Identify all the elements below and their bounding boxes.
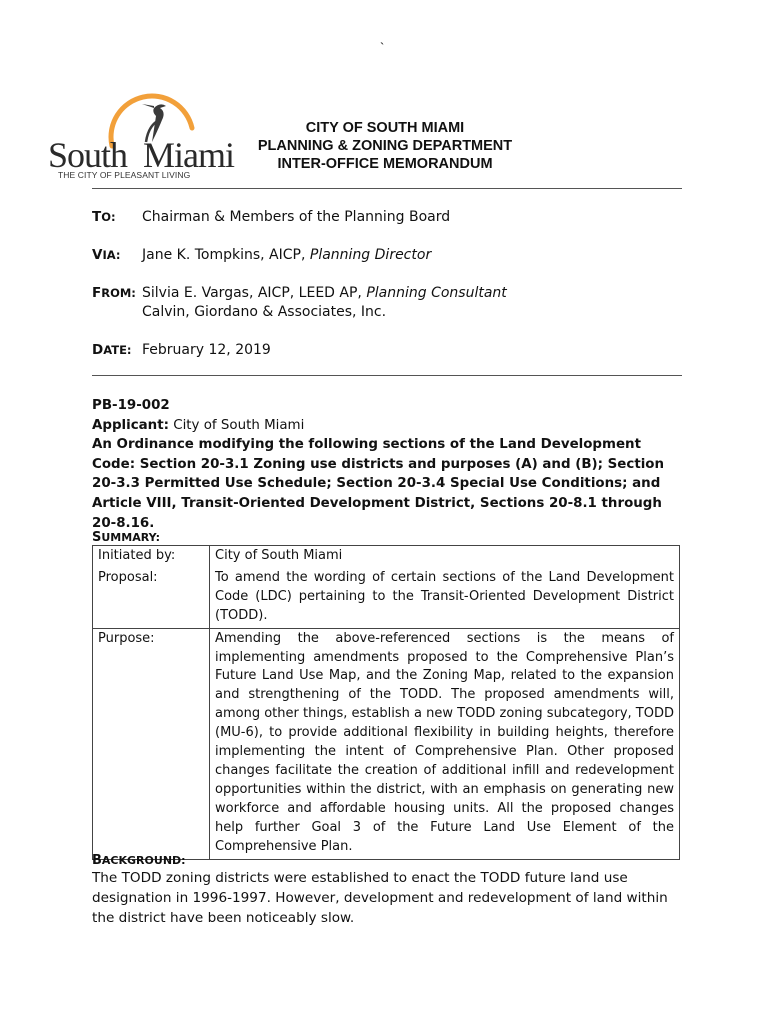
header-divider — [92, 188, 682, 189]
item-number: PB-19-002 — [92, 398, 170, 413]
from-value: Silvia E. Vargas, AICP, LEED AP, Planning Consultant — [142, 285, 507, 301]
summary-value: City of South Miami — [210, 546, 680, 568]
via-value: Jane K. Tompkins, AICP, Planning Director — [142, 247, 432, 263]
stray-mark: ` — [380, 40, 385, 55]
memo-header — [230, 119, 540, 173]
table-row — [93, 628, 680, 859]
background-label: BACKGROUND: — [92, 853, 186, 868]
header-line-3: INTER-OFFICE MEMORANDUM — [277, 156, 493, 172]
via-label: VIA: — [92, 247, 121, 263]
logo-word-south: South — [48, 135, 128, 175]
date-label: DATE: — [92, 342, 132, 358]
applicant-line: Applicant: City of South Miami — [92, 417, 305, 433]
item-title: An Ordinance modifying the following sections of the Land Development Code: Section 20-3.1 Zoning use districts and purposes (A) and (B); Section 20-3.3 Permitted Use Schedule; Section 20-3.4 Special Use Conditions; and Article VIII, Transit-Oriented Development District, Sections 20-8.1 through 20-8.16. — [92, 437, 665, 531]
from-label: FROM: — [92, 285, 136, 301]
summary-label: SUMMARY: — [92, 530, 160, 545]
header-line-1: CITY OF SOUTH MIAMI — [305, 120, 465, 136]
summary-value: To amend the wording of certain sections of the Land Development Code (LDC) pertaining to the Transit-Oriented Development District (TODD). — [210, 568, 680, 628]
summary-value: Amending the above-referenced sections is the means of implementing amendments proposed to the Comprehensive Plan’s Future Land Use Map, and the Zoning Map, related to the expansion and strengthening of the TODD. The proposed amendments will, among other things, establish a new TODD zoning subcategory, TODD (MU-6), to provide additional flexibility in building heights, therefore implementing the intent of Comprehensive Plan. Other proposed changes facilitate the creation of additional infill and redevelopment opportunities within the district, with an emphasis on generating new workforce and affordable housing units. All the proposed changes help further Goal 3 of the Future Land Use Element of the Comprehensive Plan. — [210, 628, 680, 859]
background-text: The TODD zoning districts were established to enact the TODD future land use designation in 1996-1997. However, development and redevelopment of land within the district have been noticeably slow. — [92, 870, 668, 926]
summary-key: Purpose: — [93, 628, 210, 859]
header-line-2: PLANNING & ZONING DEPARTMENT — [257, 138, 513, 154]
city-logo — [48, 88, 235, 180]
summary-key: Initiated by: — [93, 546, 210, 568]
logo-word-miami: Miami — [143, 135, 235, 175]
summary-table — [92, 545, 680, 860]
item-block — [92, 396, 687, 533]
to-label: TO: — [92, 209, 116, 225]
logo-tagline: THE CITY OF PLEASANT LIVING — [58, 170, 191, 180]
to-value: Chairman & Members of the Planning Board — [142, 209, 451, 225]
summary-key: Proposal: — [93, 568, 210, 628]
table-row — [93, 568, 680, 628]
table-row — [93, 546, 680, 568]
from-firm: Calvin, Giordano & Associates, Inc. — [142, 304, 387, 320]
date-value: February 12, 2019 — [142, 342, 271, 358]
memo-divider — [92, 375, 682, 376]
